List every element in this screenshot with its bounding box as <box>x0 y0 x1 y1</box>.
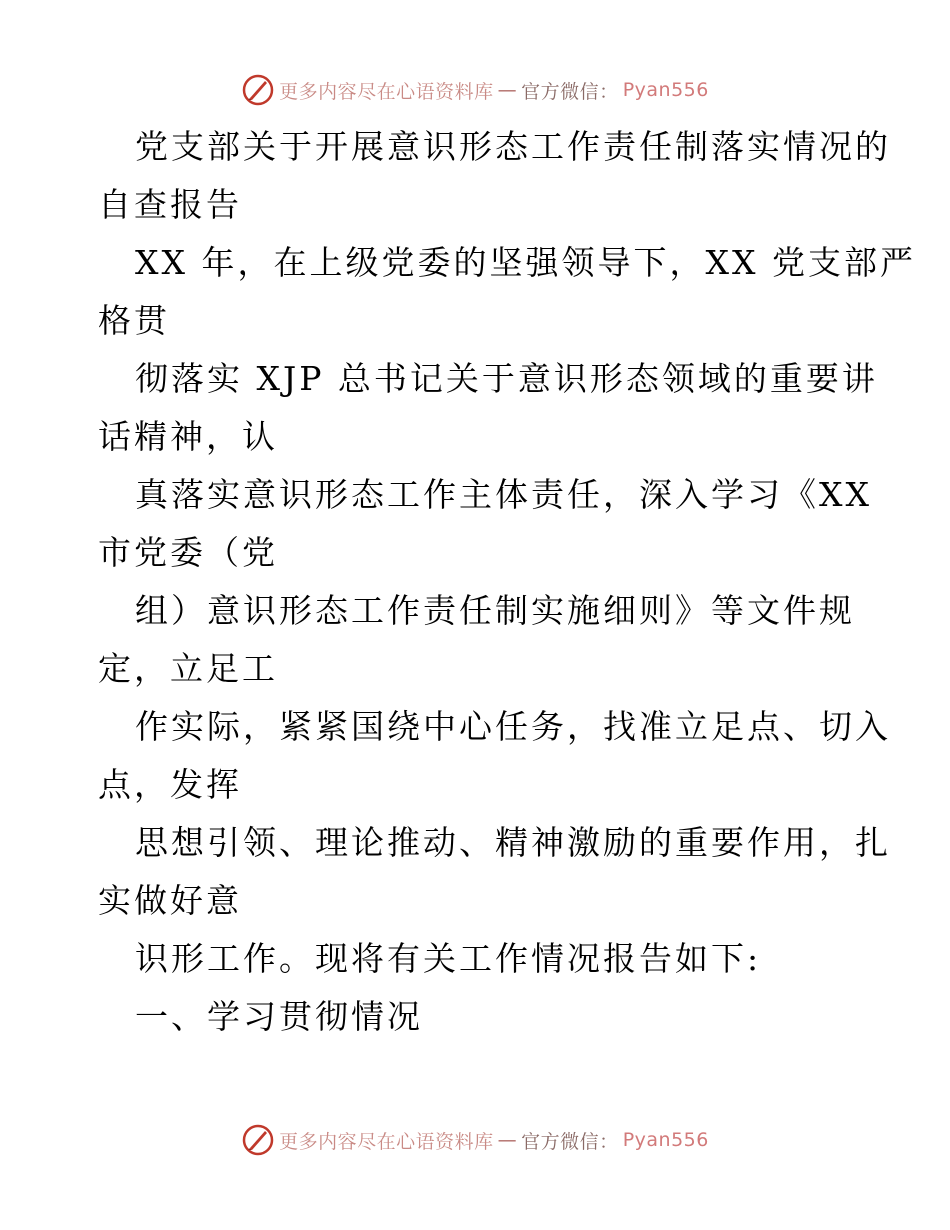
watermark-wechat-id: Pyan556 <box>622 79 709 101</box>
quill-logo-icon <box>241 1123 275 1157</box>
watermark-brand-text: 更多内容尽在心语资料库 <box>279 80 494 103</box>
document-body <box>98 118 916 1046</box>
document-line: 话精神，认 <box>98 417 278 456</box>
document-line: 一、学习贯彻情况 <box>135 997 423 1036</box>
document-line: 组）意识形态工作责任制实施细则》等文件规 <box>135 591 855 630</box>
watermark-wechat-label: 官方微信： <box>521 1130 619 1153</box>
document-line: 思想引领、理论推动、精神激励的重要作用，扎 <box>135 823 891 862</box>
document-line: 格贯 <box>98 301 170 340</box>
header-watermark <box>0 70 950 110</box>
watermark-wechat-id: Pyan556 <box>622 1129 709 1151</box>
document-line: 党支部关于开展意识形态工作责任制落实情况的 <box>135 127 891 166</box>
quill-logo-icon <box>241 73 275 107</box>
document-line: 真落实意识形态工作主体责任，深入学习《XX <box>135 475 872 514</box>
document-line: 市党委（党 <box>98 533 278 572</box>
watermark-brand-text: 更多内容尽在心语资料库 <box>279 1130 494 1153</box>
document-line: 识形工作。现将有关工作情况报告如下: <box>135 939 762 978</box>
document-line: 实做好意 <box>98 881 242 920</box>
document-line: 作实际，紧紧国绕中心任务，找准立足点、切入 <box>135 707 891 746</box>
document-line: XX 年，在上级党委的坚强领导下，XX 党支部严 <box>135 243 916 282</box>
footer-watermark <box>0 1120 950 1160</box>
watermark-separator: — <box>497 79 518 101</box>
watermark-wechat-label: 官方微信： <box>521 80 619 103</box>
document-line: 自查报告 <box>98 185 242 224</box>
document-line: 彻落实 XJP 总书记关于意识形态领域的重要讲 <box>135 359 878 398</box>
watermark-separator: — <box>497 1129 518 1151</box>
document-line: 定，立足工 <box>98 649 278 688</box>
document-line: 点，发挥 <box>98 765 242 804</box>
